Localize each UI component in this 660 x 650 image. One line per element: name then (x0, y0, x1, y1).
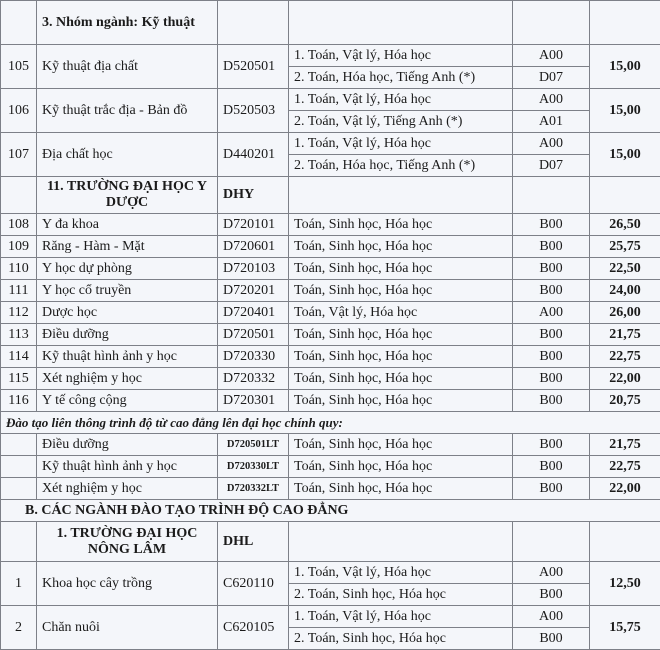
table-row (1, 324, 660, 346)
subject-combo: 2. Toán, Sinh học, Hóa học (289, 584, 513, 606)
row-number: 106 (1, 89, 37, 133)
table-row (1, 562, 660, 584)
major-code: D720201 (218, 280, 289, 302)
group-title: 3. Nhóm ngành: Kỹ thuật (37, 1, 218, 45)
exam-group: B00 (513, 368, 590, 390)
section-header-row (1, 500, 660, 522)
cutoff-score: 21,75 (590, 324, 660, 346)
table-row (1, 280, 660, 302)
cutoff-score: 15,00 (590, 45, 660, 89)
exam-group: B00 (513, 324, 590, 346)
cutoff-score: 21,75 (590, 434, 660, 456)
major-name: Khoa học cây trồng (37, 562, 218, 606)
row-number: 116 (1, 390, 37, 412)
cutoff-score: 22,00 (590, 478, 660, 500)
exam-group: B00 (513, 628, 590, 650)
major-name: Điều dưỡng (37, 434, 218, 456)
subject-combo: Toán, Sinh học, Hóa học (289, 324, 513, 346)
subject-combo: 1. Toán, Vật lý, Hóa học (289, 45, 513, 67)
group-header-row (1, 1, 660, 45)
cutoff-score: 20,75 (590, 390, 660, 412)
major-code: D720332LT (218, 478, 289, 500)
major-name: Chăn nuôi (37, 606, 218, 650)
row-number: 112 (1, 302, 37, 324)
exam-group: B00 (513, 346, 590, 368)
subject-combo: Toán, Vật lý, Hóa học (289, 302, 513, 324)
row-number: 115 (1, 368, 37, 390)
exam-group: A00 (513, 133, 590, 155)
major-name: Y đa khoa (37, 214, 218, 236)
subject-combo: 2. Toán, Hóa học, Tiếng Anh (*) (289, 67, 513, 89)
cutoff-score: 22,75 (590, 346, 660, 368)
table-row (1, 368, 660, 390)
exam-group: B00 (513, 236, 590, 258)
row-number: 107 (1, 133, 37, 177)
major-code: D720330LT (218, 456, 289, 478)
subject-combo: Toán, Sinh học, Hóa học (289, 346, 513, 368)
major-code: C620110 (218, 562, 289, 606)
subject-combo: 2. Toán, Vật lý, Tiếng Anh (*) (289, 111, 513, 133)
major-code: D720330 (218, 346, 289, 368)
subject-combo: 2. Toán, Sinh học, Hóa học (289, 628, 513, 650)
row-number: 111 (1, 280, 37, 302)
subject-combo: 1. Toán, Vật lý, Hóa học (289, 89, 513, 111)
table-row (1, 606, 660, 628)
major-name: Kỹ thuật địa chất (37, 45, 218, 89)
table-row (1, 346, 660, 368)
subject-combo: Toán, Sinh học, Hóa học (289, 368, 513, 390)
cutoff-score: 15,75 (590, 606, 660, 650)
exam-group: A00 (513, 562, 590, 584)
subject-combo: Toán, Sinh học, Hóa học (289, 478, 513, 500)
major-code: D720501 (218, 324, 289, 346)
cutoff-score: 22,75 (590, 456, 660, 478)
table-row (1, 390, 660, 412)
table-row (1, 214, 660, 236)
major-code: D440201 (218, 133, 289, 177)
exam-group: A00 (513, 302, 590, 324)
exam-group: B00 (513, 280, 590, 302)
subject-combo: Toán, Sinh học, Hóa học (289, 258, 513, 280)
exam-group: B00 (513, 434, 590, 456)
table-row (1, 302, 660, 324)
major-code: D720501LT (218, 434, 289, 456)
row-number: 109 (1, 236, 37, 258)
major-code: D720401 (218, 302, 289, 324)
exam-group: B00 (513, 390, 590, 412)
exam-group: D07 (513, 155, 590, 177)
subject-combo: Toán, Sinh học, Hóa học (289, 390, 513, 412)
major-code: D720332 (218, 368, 289, 390)
major-name: Răng - Hàm - Mặt (37, 236, 218, 258)
subject-combo: 1. Toán, Vật lý, Hóa học (289, 606, 513, 628)
table-row (1, 89, 660, 111)
major-name: Y học cổ truyền (37, 280, 218, 302)
table-row (1, 434, 660, 456)
subject-combo: Toán, Sinh học, Hóa học (289, 434, 513, 456)
major-code: D720101 (218, 214, 289, 236)
cutoff-score: 26,50 (590, 214, 660, 236)
subject-combo: 2. Toán, Hóa học, Tiếng Anh (*) (289, 155, 513, 177)
cutoff-score: 12,50 (590, 562, 660, 606)
exam-group: D07 (513, 67, 590, 89)
school-header-row (1, 177, 660, 214)
transfer-note-row (1, 412, 660, 434)
major-name: Địa chất học (37, 133, 218, 177)
table-row (1, 133, 660, 155)
transfer-note: Đào tạo liên thông trình độ từ cao đẳng lên đại học chính quy: (1, 412, 660, 434)
table-row (1, 456, 660, 478)
row-number: 114 (1, 346, 37, 368)
exam-group: B00 (513, 214, 590, 236)
exam-group: A00 (513, 89, 590, 111)
subject-combo: 1. Toán, Vật lý, Hóa học (289, 133, 513, 155)
subject-combo: Toán, Sinh học, Hóa học (289, 236, 513, 258)
row-number: 113 (1, 324, 37, 346)
major-code: D720103 (218, 258, 289, 280)
major-name: Y học dự phòng (37, 258, 218, 280)
section-title: B. CÁC NGÀNH ĐÀO TẠO TRÌNH ĐỘ CAO ĐẲNG (1, 500, 660, 522)
major-code: D520503 (218, 89, 289, 133)
exam-group: B00 (513, 584, 590, 606)
exam-group: B00 (513, 456, 590, 478)
subject-combo: Toán, Sinh học, Hóa học (289, 456, 513, 478)
school-header-row (1, 522, 660, 562)
cutoff-score: 26,00 (590, 302, 660, 324)
table-row (1, 258, 660, 280)
major-name: Xét nghiệm y học (37, 478, 218, 500)
cutoff-score: 24,00 (590, 280, 660, 302)
exam-group: A00 (513, 45, 590, 67)
major-name: Y tế công cộng (37, 390, 218, 412)
cutoff-score: 15,00 (590, 89, 660, 133)
row-number: 2 (1, 606, 37, 650)
cutoff-score: 22,00 (590, 368, 660, 390)
school-code: DHY (218, 177, 289, 214)
subject-combo: 1. Toán, Vật lý, Hóa học (289, 562, 513, 584)
major-name: Kỹ thuật hình ảnh y học (37, 456, 218, 478)
exam-group: B00 (513, 478, 590, 500)
exam-group: A01 (513, 111, 590, 133)
major-code: C620105 (218, 606, 289, 650)
school-title: 1. TRƯỜNG ĐẠI HỌC NÔNG LÂM (37, 522, 218, 562)
table-row (1, 478, 660, 500)
row-number: 1 (1, 562, 37, 606)
exam-group: A00 (513, 606, 590, 628)
table-row (1, 236, 660, 258)
major-name: Kỹ thuật trắc địa - Bản đồ (37, 89, 218, 133)
subject-combo: Toán, Sinh học, Hóa học (289, 214, 513, 236)
major-name: Kỹ thuật hình ảnh y học (37, 346, 218, 368)
row-number: 108 (1, 214, 37, 236)
school-title: 11. TRƯỜNG ĐẠI HỌC Y DƯỢC (37, 177, 218, 214)
exam-group: B00 (513, 258, 590, 280)
major-code: D720601 (218, 236, 289, 258)
major-name: Xét nghiệm y học (37, 368, 218, 390)
cutoff-score: 22,50 (590, 258, 660, 280)
subject-combo: Toán, Sinh học, Hóa học (289, 280, 513, 302)
major-name: Dược học (37, 302, 218, 324)
row-number: 110 (1, 258, 37, 280)
major-code: D720301 (218, 390, 289, 412)
major-code: D520501 (218, 45, 289, 89)
row-number: 105 (1, 45, 37, 89)
cutoff-score: 15,00 (590, 133, 660, 177)
school-code: DHL (218, 522, 289, 562)
cutoff-score: 25,75 (590, 236, 660, 258)
major-name: Điều dưỡng (37, 324, 218, 346)
table-row (1, 45, 660, 67)
